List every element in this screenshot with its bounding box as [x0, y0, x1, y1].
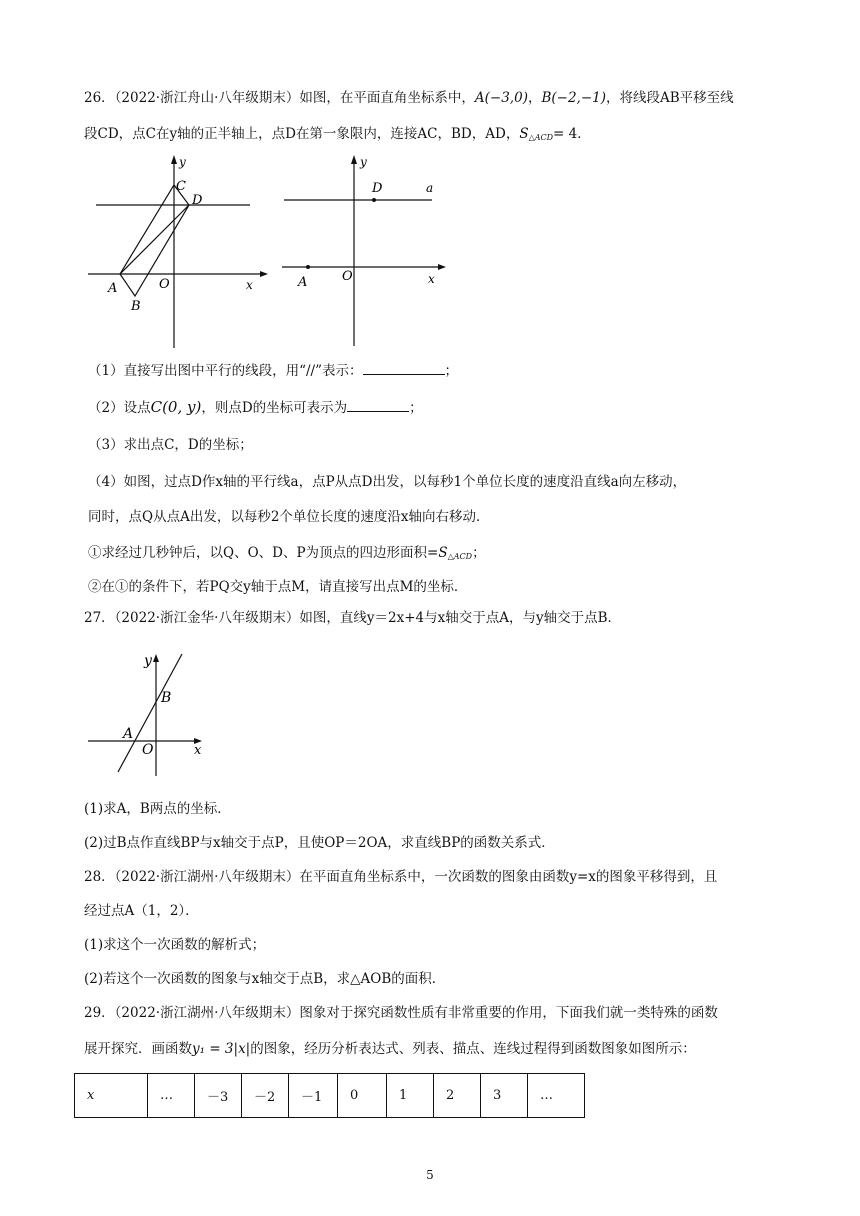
fig1-b-label: B	[131, 299, 141, 314]
q26-part2-point-c: C(0, y)	[150, 398, 202, 416]
table-cell: x	[75, 1074, 148, 1118]
fig2-a-line-label: a	[426, 181, 434, 195]
q26-text-b: ，将线段AB平移至线	[606, 90, 734, 106]
q26-part4-line2: 同时，点Q从点A出发，以每秒2个单位长度的速度沿x轴向右移动．	[88, 509, 490, 525]
q29-line1: 29．（2022·浙江湖州·八年级期末）图象对于探究函数性质有非常重要的作用，下面我们就一类特殊的函数	[84, 1005, 718, 1021]
q26-part1-blank[interactable]	[363, 360, 445, 375]
q26-part2-text-b: ，则点D的坐标可表示为	[201, 400, 348, 416]
table-cell: 0	[338, 1074, 387, 1118]
fig2-x-label: x	[428, 272, 435, 286]
table-cell: 3	[481, 1074, 528, 1118]
table-cell: －2	[242, 1074, 289, 1118]
q26-sep: ，	[527, 90, 542, 106]
table-row	[75, 1074, 585, 1118]
fig1-a-label: A	[108, 281, 118, 296]
fig1-c-label: C	[176, 179, 186, 194]
q26-point-a: A(−3,0)	[474, 90, 528, 106]
q26-part1-text: （1）直接写出图中平行的线段，用“//”表示：	[88, 363, 363, 379]
q26-part4-i-end: ；	[472, 545, 486, 561]
q26-line2	[84, 124, 591, 148]
fig1-o-label: O	[159, 277, 170, 292]
table-cell: 1	[387, 1074, 434, 1118]
q29-text-b: 的图象，经历分析表达式、列表、描点、连线过程得到函数图象如图所示：	[250, 1041, 696, 1057]
q26-part2-text-a: （2）设点	[88, 400, 151, 416]
q26-point-b: B(−2,−1)	[541, 90, 607, 106]
q28-part1: (1)求这个一次函数的解析式；	[84, 937, 266, 953]
q29-line2	[84, 1039, 696, 1059]
q26-text-a: 如图，在平面直角坐标系中，	[299, 90, 475, 106]
q28-line1: 28．（2022·浙江湖州·八年级期末）在平面直角坐标系中，一次函数的图象由函数y=x的图象平移得到，且	[84, 869, 718, 885]
q29-text-a: 展开探究．画函数	[84, 1041, 192, 1057]
fig3-x-label: x	[194, 743, 202, 758]
fig2-d-label: D	[372, 181, 383, 196]
table-cell: －1	[289, 1074, 338, 1118]
fig2-a-label: A	[298, 275, 308, 290]
q29-function: y₁ = 3|x|	[192, 1041, 251, 1057]
fig3-o-label: O	[142, 742, 154, 758]
q28-part2: (2)若这个一次函数的图象与x轴交于点B，求△AOB的面积．	[84, 971, 446, 987]
q26-number: 26．	[84, 90, 115, 106]
q27-part2: (2)过B点作直线BP与x轴交于点P，且使OP＝2OA，求直线BP的函数关系式．	[84, 835, 555, 851]
q26-part2-end: ；	[409, 400, 423, 416]
q26-part4-i-s: S	[438, 545, 448, 561]
q26-part2-blank[interactable]	[347, 397, 409, 412]
table-cell: …	[148, 1074, 195, 1118]
page-number: 5	[426, 1168, 434, 1182]
table-cell: …	[528, 1074, 585, 1118]
q26-part4-i-sub: △ACD	[447, 552, 473, 561]
q26-figure-2	[280, 152, 448, 348]
table-cell: －3	[195, 1074, 242, 1118]
fig3-y-label: y	[144, 653, 152, 669]
q26-part4-i	[88, 543, 486, 567]
fig2-y-label: y	[360, 155, 367, 169]
fig1-y-label: y	[179, 155, 186, 169]
fig1-d-label: D	[192, 193, 203, 208]
q26-part2	[88, 397, 423, 418]
q26-part4-i-text: ①求经过几秒钟后，以Q、O、D、P为顶点的四边形面积=	[88, 545, 439, 561]
q26-part1-end: ；	[444, 363, 458, 379]
q26-part1	[88, 360, 458, 381]
q26-area-s: S	[519, 126, 529, 142]
table-cell: 2	[434, 1074, 481, 1118]
q26-part3: （3）求出点C，D的坐标；	[88, 437, 253, 453]
q27-part1: (1)求A，B两点的坐标．	[84, 801, 231, 817]
fig2-o-label: O	[342, 269, 353, 284]
q26-area-eq: = 4．	[553, 126, 591, 142]
q26-figure-1	[88, 152, 268, 352]
fig3-a-label: A	[123, 726, 134, 742]
fig1-x-label: x	[246, 278, 253, 292]
q26-part4-line1: （4）如图，过点D作x轴的平行线a，点P从点D出发，以每秒1个单位长度的速度沿直线a向左移动，	[88, 474, 687, 490]
q26-text-c: 段CD，点C在y轴的正半轴上，点D在第一象限内，连接AC，BD，AD，	[84, 126, 520, 142]
q26-line1	[84, 88, 734, 108]
q26-source: （2022·浙江舟山·八年级期末）	[114, 90, 300, 106]
q26-area-sub: △ACD	[528, 133, 554, 142]
q26-part4-ii: ②在①的条件下，若PQ交y轴于点M，请直接写出点M的坐标．	[88, 579, 468, 595]
q28-line2: 经过点A（1，2）．	[84, 903, 199, 919]
fig3-b-label: B	[161, 690, 172, 706]
q27-heading: 27．（2022·浙江金华·八年级期末）如图，直线y＝2x+4与x轴交于点A，与y轴交于点B．	[84, 610, 622, 626]
q29-value-table	[74, 1073, 585, 1118]
q27-figure	[88, 648, 216, 778]
